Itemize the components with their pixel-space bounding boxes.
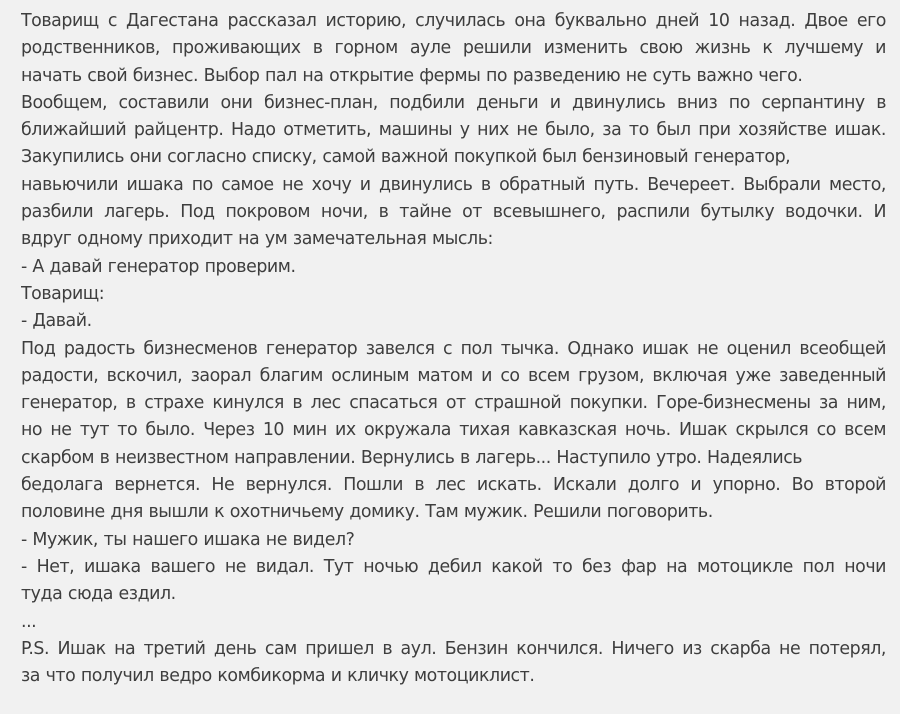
- text-line: скарбом в неизвестном направлении. Вернулись в лагерь... Наступило утро. Надеялись: [21, 447, 803, 468]
- text-line: туда сюда ездил.: [21, 584, 176, 605]
- text-line: ближайший райцентр. Надо отметить, машины у них не было, за то был при хозяйстве ишак.: [21, 120, 886, 141]
- text-line: вдруг одному приходит на ум замечательная мысль:: [21, 229, 493, 250]
- text-line: родственников, проживающих в горном ауле решили изменить свою жизнь к лучшему и: [21, 38, 886, 59]
- text-line: - Нет, ишака вашего не видал. Тут ночью дебил какой то без фар на мотоцикле пол ночи: [21, 556, 886, 577]
- text-line: радости, вскочил, заорал благим ослиным матом и со всем грузом, включая уже заведенный: [21, 365, 886, 386]
- text-line: Товарищ с Дагестана рассказал историю, случилась она буквально дней 10 назад. Двое его: [21, 11, 886, 31]
- text-line: но не тут то было. Через 10 мин их окружала тихая кавказская ночь. Ишак скрылся со всем: [21, 420, 886, 441]
- text-line: Товарищ:: [21, 283, 105, 304]
- text-line: начать свой бизнес. Выбор пал на открытие фермы по разведению не суть важно чего.: [21, 65, 803, 86]
- text-line: - Давай.: [21, 311, 92, 332]
- text-line: бедолага вернется. Не вернулся. Пошли в лес искать. Искали долго и упорно. Во второй: [21, 475, 886, 496]
- text-line: - Мужик, ты нашего ишака не видел?: [21, 529, 355, 550]
- text-line: ...: [21, 611, 37, 632]
- text-line: Вообщем, составили они бизнес-план, подбили деньги и двинулись вниз по серпантину в: [21, 92, 886, 113]
- text-line: навьючили ишака по самое не хочу и двинулись в обратный путь. Вечереет. Выбрали место,: [21, 174, 886, 195]
- text-line: Под радость бизнесменов генератор завелся с пол тычка. Однако ишак не оценил всеобщей: [21, 338, 886, 359]
- text-line: Закупились они согласно списку, самой важной покупкой был бензиновый генератор,: [21, 147, 791, 168]
- text-line: - А давай генератор проверим.: [21, 256, 296, 277]
- text-line: половине дня вышли к охотничьему домику. Там мужик. Решили поговорить.: [21, 502, 713, 523]
- text-line: разбили лагерь. Под покровом ночи, в тайне от всевышнего, распили бутылку водочки. И: [21, 202, 886, 223]
- text-line: генератор, в страхе кинулся в лес спасаться от страшной покупки. Горе-бизнесмены за ним,: [21, 393, 886, 414]
- text-line: P.S. Ишак на третий день сам пришел в аул. Бензин кончился. Ничего из скарба не потерял,: [21, 638, 886, 659]
- text-line: за что получил ведро комбикорма и кличку мотоциклист.: [21, 666, 535, 687]
